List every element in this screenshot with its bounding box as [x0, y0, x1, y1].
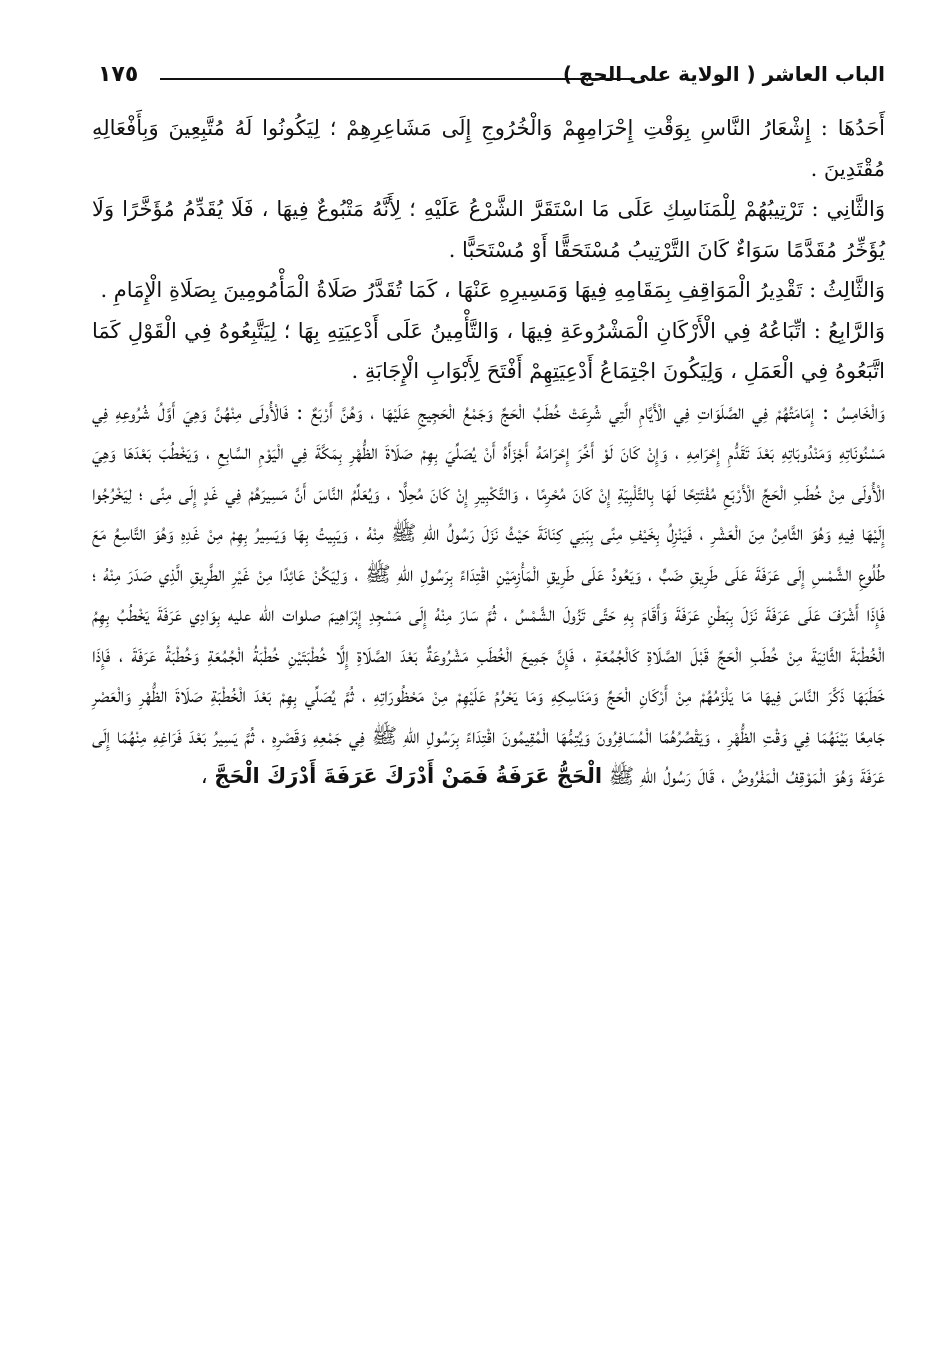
paragraph-fifth — [92, 392, 885, 797]
paragraph-text: تَرْتِيبُهُمْ لِلْمَنَاسِكِ عَلَى مَا اسْتَقَرَّ الشَّرْعُ عَلَيْهِ ؛ لِأَنَّهُ مَتْبُوعٌ فِيهَا ، فَلَا يُقَدِّمُ مُؤَخَّرًا وَلَا يُؤَخِّرُ مُقَدَّمًا سَوَاءٌ كَانَ التَّرْتِيبُ مُسْتَحَقًّا أَوْ مُسْتَحَبًّا . — [92, 197, 885, 262]
running-header — [98, 58, 885, 98]
paragraph-second — [92, 189, 885, 270]
paragraph-text: اتِّبَاعُهُ فِي الْأَرْكَانِ الْمَشْرُوعَةِ فِيهَا ، وَالتَّأْمِينُ عَلَى أَدْعِيَتِهِ بِهَا ؛ لِيَتَّبِعُوهُ فِي الْقَوْلِ كَمَا اتَّبَعُوهُ فِي الْعَمَلِ ، وَلِيَكُونَ اجْتِمَاعُ أَدْعِيَتِهِمْ أَفْتَحَ لِأَبْوَابِ الْإِجَابَةِ . — [92, 318, 885, 383]
page-number: ١٧٥ — [98, 62, 139, 87]
paragraph-text: إِشْعَارُ النَّاسِ بِوَقْتِ إِحْرَامِهِمْ وَالْخُرُوجِ إِلَى مَشَاعِرِهِمْ ؛ لِيَكُونُوا لَهُ مُتَّبِعِينَ وَبِأَفْعَالِهِ مُقْتَدِينَ . — [92, 116, 885, 181]
item-label: وَالثَّانِي : — [811, 197, 885, 221]
item-label: وَالرَّابِعُ : — [813, 318, 885, 343]
paragraph-tail: ، — [200, 764, 215, 788]
page-body — [92, 108, 885, 797]
paragraph-text: تَقْدِيرُ الْمَوَاقِفِ بِمَقَامِهِ فِيهَا وَمَسِيرِهِ عَنْهَا ، كَمَا تُقَدَّرُ صَلَاةُ الْمَأْمُومِينَ بِصَلَاةِ الْإِمَامِ . — [100, 278, 810, 302]
item-label: أَحَدُهَا : — [820, 116, 886, 140]
paragraph-fourth — [92, 311, 885, 392]
paragraph-text: إِمَامَتُهُمْ فِي الصَّلَوَاتِ فِي الْأَيَّامِ الَّتِي شُرِعَتْ خُطَبُ الْحَجِّ وَجَمْعُ الْحَجِيجِ عَلَيْهَا ، وَهُنَّ أَرْبَعٌ : فَالْأُولَى مِنْهُنَّ وَهِيَ أَوَّلُ شُرُوعِهِ فِي مَسْنُونَاتِهِ وَمَنْدُوبَاتِهِ بَعْدَ تَقَدُّمِ إِحْرَامِهِ ، وَإِنْ كَانَ لَوْ أَخَّرَ إِحْرَامَهُ أَجْزَأَهُ أَنْ يُصَلِّيَ بِهِمْ صَلَاةَ الظُّهْرِ بِمَكَّةَ فِي الْيَوْمِ السَّابِعِ ، وَيَخْطُبَ بَعْدَهَا وَهِيَ الْأُولَى مِنْ خُطَبِ الْحَجِّ الْأَرْبَعِ مُفْتَتِحًا لَهَا بِالتَّلْبِيَةِ إِنْ كَانَ مُحْرِمًا ، وَالتَّكْبِيرِ إِنْ كَانَ مُحِلًّا ، وَيُعَلِّمُ النَّاسَ أَنَّ مَسِيرَهُمْ فِي غَدٍ إِلَى مِنًى ؛ لِيَخْرُجُوا إِلَيْهَا فِيهِ وَهُوَ الثَّامِنُ مِنَ الْعَشْرِ ، فَيَنْزِلُ بِخَيْفِ مِنًى بِبَنِي كِنَانَةَ حَيْثُ نَزَلَ رَسُولُ اللهِ ﷺ مِنْهُ ، وَيَبِيتُ بِهَا وَيَسِيرُ بِهِمْ مِنْ غَدِهِ وَهُوَ التَّاسِعُ مَعَ طُلُوعِ الشَّمْسِ إِلَى عَرَفَةَ عَلَى طَرِيقِ ضَبٍّ ، وَيَعُودُ عَلَى طَرِيقِ الْمَأْزِمَيْنِ اقْتِدَاءً بِرَسُولِ اللهِ ﷺ ، وَلِيَكُنْ عَائِدًا مِنْ غَيْرِ الطَّرِيقِ الَّذِي صَدَرَ مِنْهُ ؛ فَإِذَا أَشْرَفَ عَلَى عَرَفَةَ نَزَلَ بِبَطْنِ عَرَفَةَ وَأَقَامَ بِهِ حَتَّى تَزُولَ الشَّمْسُ ، ثُمَّ سَارَ مِنْهُ إِلَى مَسْجِدِ إِبْرَاهِيمَ صلوات الله عليه بِوَادِي عَرَفَةَ يَخْطُبُ بِهِمُ الْخُطْبَةَ الثَّانِيَةَ مِنْ خُطَبِ الْحَجِّ قَبْلَ الصَّلَاةِ كَالْجُمُعَةِ ، فَإِنَّ جَمِيعَ الْخُطَبِ مَشْرُوعَةٌ بَعْدَ الصَّلَاةِ إِلَّا خُطْبَتَيْنِ خُطْبَةُ الْجُمُعَةِ وَخُطْبَةُ عَرَفَةَ ، فَإِذَا خَطَبَهَا ذَكَّرَ النَّاسَ فِيهَا مَا يَلْزَمُهُمْ مِنْ أَرْكَانِ الْحَجِّ وَمَنَاسِكِهِ وَمَا يَحْرُمُ عَلَيْهِمْ مِنْ مَحْظُورَاتِهِ ، ثُمَّ يُصَلِّي بِهِمْ بَعْدَ الْخُطْبَةِ صَلَاةَ الظُّهْرِ وَالْعَصْرِ جَامِعًا بَيْنَهُمَا فِي وَقْتِ الظُّهْرِ ، وَيَقْصُرُهُمَا الْمُسَافِرُونَ وَيُتِمُّهَا الْمُقِيمُونَ اقْتِدَاءً بِرَسُولِ اللهِ ﷺ فِي جَمْعِهِ وَقَصْرِهِ ، ثُمَّ يَسِيرُ بَعْدَ فَرَاغِهِ مِنْهُمَا إِلَى عَرَفَةَ وَهُوَ الْمَوْقِفُ الْمَفْرُوضُ ، قَالَ رَسُولُ اللهِ ﷺ — [92, 399, 885, 788]
paragraph-first — [92, 108, 885, 189]
chapter-title: الباب العاشر ( الولاية على الحج ) — [562, 62, 885, 86]
item-label: وَالثَّالِثُ : — [809, 278, 885, 302]
hadith-quote: الْحَجُّ عَرَفَةُ فَمَنْ أَدْرَكَ عَرَفَةَ أَدْرَكَ الْحَجَّ — [214, 764, 603, 788]
item-label: وَالْخَامِسُ : — [821, 399, 885, 424]
paragraph-third — [92, 270, 885, 311]
